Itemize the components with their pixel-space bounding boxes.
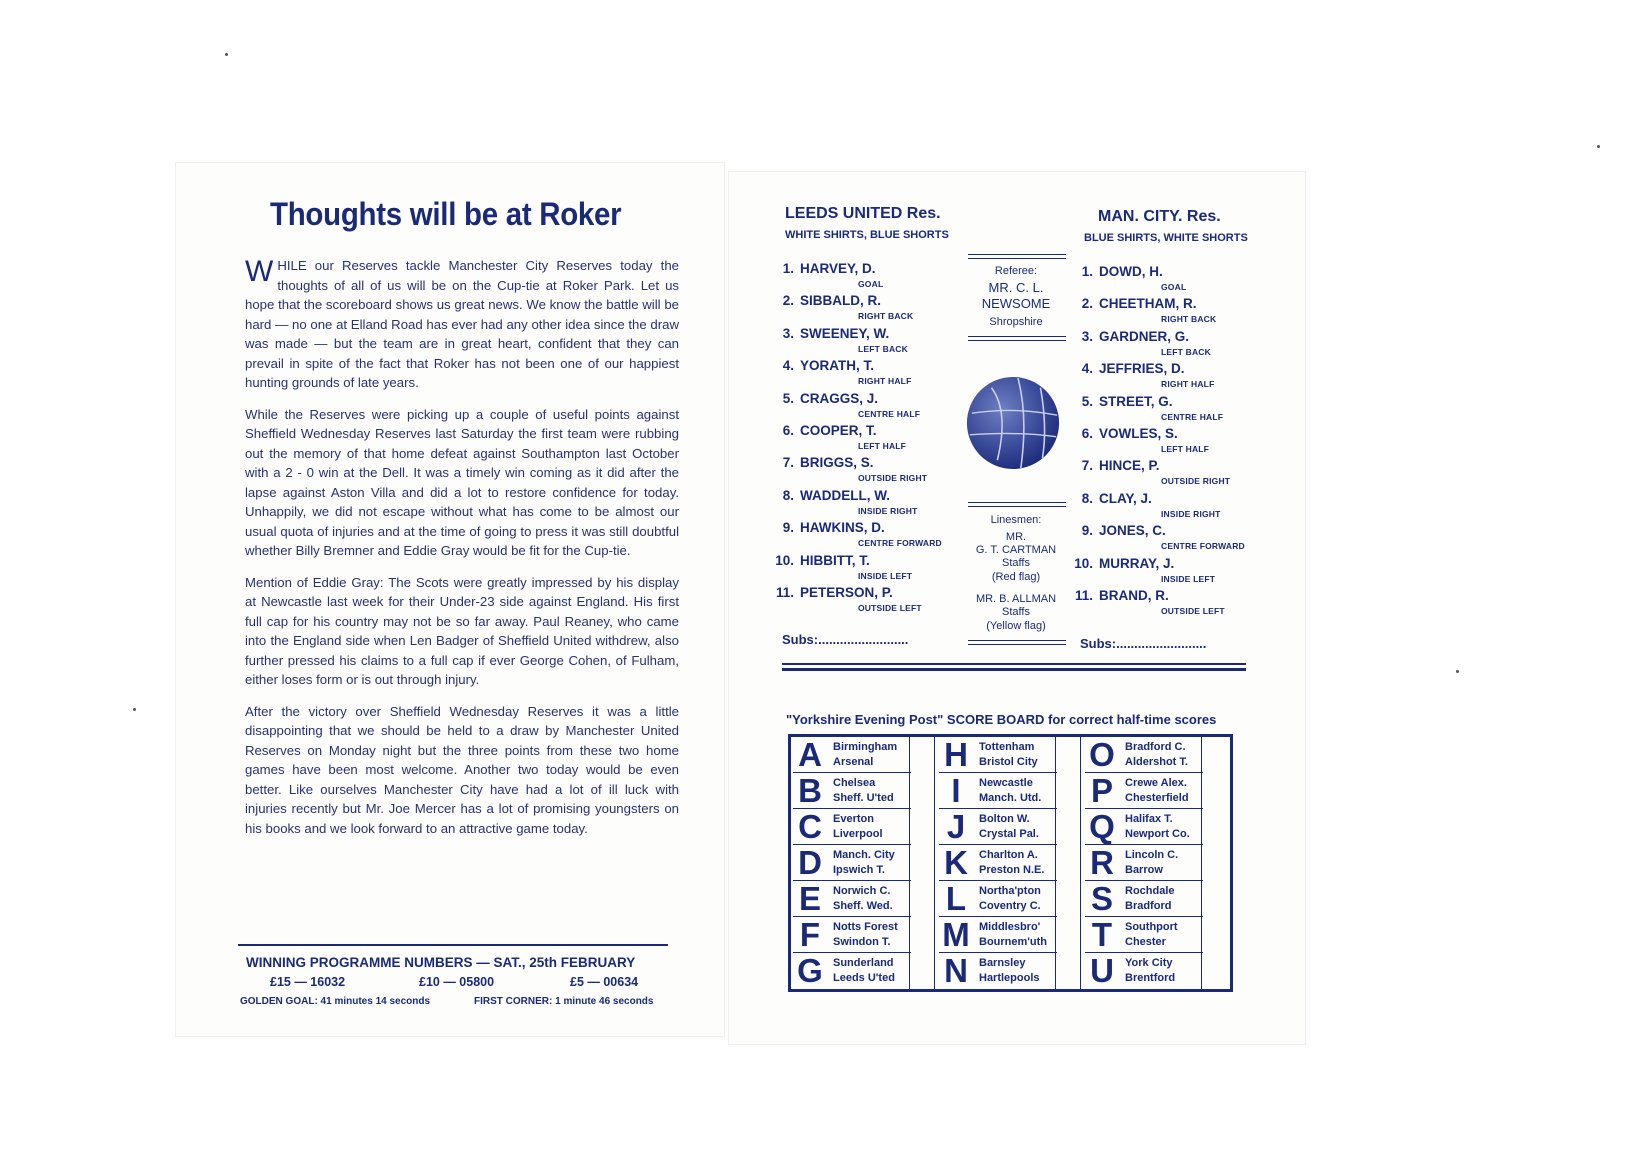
away-team-name: MAN. CITY. Res. [1098,208,1221,225]
player-position: LEFT BACK [858,343,908,354]
fixture-home-team: Middlesbro' [979,921,1041,933]
player-entry [766,391,966,423]
scoreboard-column [939,737,1057,989]
fixture-teams [1125,956,1175,986]
player-number: 11. [775,585,794,600]
player-name: PETERSON, P. [800,585,893,600]
scoreboard-fixture [793,773,911,809]
player-entry [1065,426,1265,458]
player-name: JEFFRIES, D. [1099,361,1185,377]
fixture-teams [979,812,1039,842]
player-line [1065,523,1265,538]
fixture-home-team: Northa'pton [979,885,1041,897]
fixture-away-team: Bournem'uth [979,936,1047,948]
scoreboard-fixture [939,917,1057,953]
player-number: 9. [1081,523,1093,539]
player-name: CHEETHAM, R. [1099,296,1197,312]
player-line [1065,361,1265,376]
fixture-teams [833,956,895,986]
home-team-name: LEEDS UNITED Res. [785,205,941,222]
player-line [766,520,966,535]
player-position: INSIDE LEFT [858,570,913,581]
player-position: OUTSIDE LEFT [858,603,922,613]
fixture-teams [1125,740,1188,770]
scoreboard-fixture [793,809,911,845]
fixture-away-team: Brentford [1125,972,1176,984]
fixture-teams [833,812,883,842]
fixture-home-team: Sunderland [833,957,894,969]
scoreboard-fixture [793,917,911,953]
officials-top-rule [968,254,1066,259]
fixture-away-team: Barrow [1125,864,1163,876]
player-position: CENTRE HALF [1161,411,1224,422]
fixture-away-team: Hartlepools [979,972,1040,984]
fixture-away-team: Aldershot T. [1125,756,1188,768]
player-number: 1. [1081,264,1093,279]
player-number: 5. [782,390,794,406]
player-line [766,553,966,568]
scoreboard-column [793,737,911,989]
linesman2-name: MR. B. ALLMAN [975,593,1057,605]
fixture-teams [979,848,1044,878]
player-entry [766,520,966,552]
fixture-home-team: Notts Forest [833,921,898,933]
player-name: SWEENEY, W. [800,325,890,341]
fixture-away-team: Ipswich T. [833,864,885,876]
scoreboard-fixture [793,737,911,773]
player-entry [766,488,966,520]
linesman1-flag: (Red flag) [991,571,1041,583]
scoreboard-fixture [1085,953,1203,989]
fixture-away-team: Coventry C. [979,900,1041,912]
scoreboard-fixture [1085,809,1203,845]
player-number: 9. [782,520,794,536]
article-body [245,256,679,850]
fixture-home-team: Bradford C. [1125,741,1186,753]
prize-10: £10 — 05800 [419,975,495,989]
away-team-kit: BLUE SHIRTS, WHITE SHORTS [1084,232,1248,244]
player-line [766,261,966,276]
player-name: SIBBALD, R. [800,293,881,309]
scoreboard-fixture [793,953,911,989]
scan-speck [1456,670,1459,673]
scan-speck [1597,145,1600,148]
scan-speck [225,53,228,56]
fixture-away-team: Swindon T. [833,936,891,948]
scoreboard-fixture [1085,773,1203,809]
fixture-home-team: Barnsley [979,957,1026,969]
player-position: CENTRE FORWARD [1161,541,1245,552]
player-name: BRAND, R. [1099,588,1169,603]
fixture-away-team: Manch. Utd. [979,792,1042,804]
player-name: GARDNER, G. [1099,328,1190,344]
player-entry [1065,394,1265,426]
linesman2-flag: (Yellow flag) [986,620,1046,632]
player-position: GOAL [1161,282,1187,292]
scoreboard-grid [788,734,1233,992]
player-line [766,455,966,470]
fixture-away-team: Bristol City [979,756,1038,768]
player-position: GOAL [858,279,884,289]
fixture-teams [1125,920,1178,950]
player-number: 10. [1074,555,1093,571]
linesman2-county: Staffs [1002,606,1030,618]
player-position: RIGHT BACK [1161,314,1217,325]
fixture-home-team: Norwich C. [833,885,891,897]
drop-cap: W [245,255,274,288]
fixture-home-team: Southport [1125,921,1178,933]
article-paragraph-text: HILE our Reserves tackle Manchester City Reserves today the thoughts of all of us will be on the Cup-tie at Roker Park. Let us hope that the scoreboard shows us great news. We know the battle will be hard — no one at Elland Road has ever had any other idea since the draw was made — but the team are in great heart, confident that they can prevail in spite of the fact that Roker has not been one of our happiest hunting grounds of late years. [245,258,679,390]
fixture-teams [979,920,1047,950]
fixture-home-team: Chelsea [833,777,876,789]
fixture-letter: M [942,916,970,953]
player-line [766,423,966,438]
player-number: 8. [1081,490,1093,506]
football-illustration [964,374,1062,472]
scoreboard-fixture [793,881,911,917]
player-number: 2. [1081,296,1093,312]
player-entry [1065,491,1265,523]
fixture-teams [833,848,895,878]
article-paragraph: After the victory over Sheffield Wednesday Reserves it was a little disappointing that we should be held to a draw by Manchester United Reserves on Monday night but the three points from these two home games have been most welcome. Another two today would be even better. Like ourselves Manchester City have had a lot of ill luck with injuries recently but Mr. Joe Mercer has a lot of promising youngsters on his books and we look forward to an attractive game today. [245,703,679,836]
player-name: JONES, C. [1099,523,1166,539]
player-entry [766,293,966,325]
player-position: LEFT HALF [858,441,907,451]
fixture-home-team: Charlton A. [979,849,1038,861]
fixture-away-team: Sheff. U'ted [833,792,894,804]
player-name: CLAY, J. [1099,490,1152,506]
player-name: VOWLES, S. [1099,426,1178,441]
fixture-away-team: Leeds U'ted [833,972,895,984]
winning-numbers-rule [238,944,668,946]
fixture-letter: K [944,844,968,881]
player-name: CRAGGS, J. [800,390,879,406]
fixture-home-team: Lincoln C. [1125,849,1179,861]
player-name: HAWKINS, D. [800,520,885,536]
fixture-teams [979,740,1038,770]
fixture-home-team: Everton [833,813,874,825]
fixture-home-team: Birmingham [833,741,898,753]
fixture-letter: O [1089,736,1115,773]
fixture-away-team: Chester [1125,936,1166,948]
fixture-home-team: Crewe Alex. [1125,777,1187,789]
player-entry [766,455,966,487]
scoreboard-fixture [1085,845,1203,881]
player-position: LEFT HALF [1161,444,1210,454]
player-name: STREET, G. [1099,393,1173,409]
fixture-teams [979,956,1040,986]
fixture-home-team: Tottenham [979,741,1035,753]
fixture-home-team: York City [1125,957,1173,969]
player-number: 11. [1074,588,1093,603]
linesman1-county: Staffs [1002,557,1030,569]
fixture-home-team: Newcastle [979,777,1033,789]
fixture-away-team: Newport Co. [1125,828,1190,840]
player-entry [1065,264,1265,296]
player-number: 7. [1081,458,1093,474]
player-entry [766,358,966,390]
player-line [1065,458,1265,473]
player-position: OUTSIDE RIGHT [1161,476,1231,487]
home-subs: Subs:......................... [782,632,909,647]
player-position: RIGHT HALF [858,376,912,387]
fixture-letter: U [1090,952,1114,989]
player-number: 4. [1081,361,1093,377]
player-line [1065,556,1265,571]
player-position: LEFT BACK [1161,346,1211,357]
player-number: 8. [782,487,794,503]
player-entry [766,585,966,617]
player-position: OUTSIDE RIGHT [858,473,928,484]
player-position: RIGHT HALF [1161,379,1215,390]
referee-county: Shropshire [989,316,1043,328]
player-entry [766,423,966,455]
player-entry [766,553,966,585]
scoreboard-fixture [1085,917,1203,953]
fixture-home-team: Rochdale [1125,885,1175,897]
fixture-letter: Q [1089,808,1115,845]
player-name: HARVEY, D. [800,261,876,276]
home-team-kit: WHITE SHIRTS, BLUE SHORTS [785,229,949,241]
player-line [766,358,966,373]
scoreboard-column-divider [1080,737,1081,989]
player-entry [1065,361,1265,393]
scoreboard-fixture [1085,881,1203,917]
scoreboard-fixture [939,773,1057,809]
player-number: 6. [782,423,794,438]
fixture-away-team: Chesterfield [1125,792,1189,804]
fixture-teams [1125,848,1178,878]
player-name: COOPER, T. [800,423,877,438]
player-entry [1065,588,1265,620]
fixture-teams [833,884,893,914]
prize-5: £5 — 00634 [570,975,639,989]
player-position: CENTRE HALF [858,408,921,419]
prize-15: £15 — 16032 [270,975,346,989]
fixture-letter: P [1090,772,1113,809]
golden-goal: GOLDEN GOAL: 41 minutes 14 seconds [240,996,431,1007]
fixture-letter: G [797,952,823,989]
fixture-home-team: Manch. City [833,849,895,861]
fixture-letter: D [798,844,822,881]
player-name: WADDELL, W. [800,487,890,503]
fixture-letter: R [1090,844,1114,881]
first-corner: FIRST CORNER: 1 minute 46 seconds [474,996,654,1007]
player-entry [1065,458,1265,490]
fixture-letter: C [798,808,822,845]
fixture-letter: N [944,952,968,989]
teams-divider-rule [782,663,1246,665]
scoreboard-fixture [1085,737,1203,773]
scoreboard-title: "Yorkshire Evening Post" SCORE BOARD for correct half-time scores [786,712,1217,727]
scoreboard-fixture [939,845,1057,881]
player-position: CENTRE FORWARD [858,538,942,549]
player-entry [766,326,966,358]
away-subs: Subs:......................... [1080,636,1207,651]
fixture-teams [833,740,897,770]
player-number: 1. [782,261,794,276]
referee-bottom-rule [968,336,1066,341]
referee-label: Referee: [994,265,1038,277]
linesmen-top-rule [968,502,1066,507]
player-entry [766,261,966,293]
player-line [766,326,966,341]
scoreboard-fixture [793,845,911,881]
fixture-letter: E [798,880,821,917]
player-entry [1065,329,1265,361]
player-line [766,391,966,406]
player-position: OUTSIDE LEFT [1161,606,1225,616]
player-line [1065,394,1265,409]
player-number: 7. [782,455,794,471]
article-paragraph: While the Reserves were picking up a couple of useful points against Sheffield Wednesday Reserves last Saturday the first team were rubbing out the memory of that home defeat against Southampton last October with a 2 - 0 win at the Dell. It was a timely win coming as it did after the lapse against Aston Villa and did a lot to restore confidence for today. Unhappily, we did not escape without what has come to be almost our usual quota of injuries and at the time of going to press it was still doubtful whether Billy Bremner and Eddie Gray would be fit for the Cup-tie. [245,406,679,558]
fixture-teams [833,776,894,806]
fixture-letter: A [798,736,822,773]
fixture-letter: H [944,736,968,773]
player-line [1065,329,1265,344]
linesmen-label: Linesmen: [990,514,1042,526]
fixture-teams [979,776,1041,806]
fixture-teams [1125,776,1189,806]
player-position: INSIDE RIGHT [858,505,918,516]
scoreboard-fixture [939,953,1057,989]
fixture-away-team: Preston N.E. [979,864,1045,876]
article-paragraph [245,256,679,393]
fixture-away-team: Liverpool [833,828,883,840]
player-name: YORATH, T. [800,358,874,374]
player-line [1065,588,1265,603]
scoreboard-column [1085,737,1203,989]
player-name: HIBBITT, T. [800,552,870,568]
fixture-home-team: Bolton W. [979,813,1030,825]
player-position: INSIDE LEFT [1161,573,1216,584]
fixture-letter: T [1091,916,1113,953]
fixture-letter: B [798,772,822,809]
player-line [1065,296,1265,311]
fixture-letter: L [945,880,967,917]
player-name: MURRAY, J. [1099,555,1175,571]
player-line [766,488,966,503]
player-position: RIGHT BACK [858,311,914,322]
scoreboard-fixture [939,737,1057,773]
scan-speck [133,708,136,711]
teams-divider-rule-thick [782,668,1246,671]
referee-name-line2: NEWSOME [981,296,1051,311]
fixture-letter: F [799,916,821,953]
player-position: INSIDE RIGHT [1161,508,1221,519]
linesman1-name: G. T. CARTMAN [975,544,1057,556]
fixture-away-team: Arsenal [833,756,874,768]
fixture-teams [979,884,1041,914]
player-entry [1065,556,1265,588]
player-line [766,293,966,308]
referee-name-line1: MR. C. L. [988,280,1044,295]
fixture-away-team: Bradford [1125,900,1172,912]
player-number: 2. [782,293,794,309]
linesmen-bottom-rule [968,640,1066,645]
fixture-away-team: Sheff. Wed. [833,900,893,912]
player-number: 3. [1081,328,1093,344]
fixture-home-team: Halifax T. [1125,813,1173,825]
winning-numbers-title: WINNING PROGRAMME NUMBERS — SAT., 25th FEBRUARY [246,955,636,970]
player-number: 6. [1081,426,1093,441]
scoreboard-fixture [939,881,1057,917]
player-number: 3. [782,325,794,341]
scoreboard-fixture [939,809,1057,845]
fixture-away-team: Crystal Pal. [979,828,1039,840]
scoreboard-column-divider [934,737,935,989]
player-number: 10. [775,552,794,568]
player-number: 4. [782,358,794,374]
player-line [766,585,966,600]
fixture-teams [1125,884,1175,914]
linesman1-title: MR. [1005,531,1027,543]
article-headline: Thoughts will be at Roker [270,196,622,232]
fixture-teams [1125,812,1190,842]
player-name: BRIGGS, S. [800,455,874,471]
player-name: DOWD, H. [1099,264,1163,279]
fixture-teams [833,920,898,950]
player-line [1065,426,1265,441]
player-entry [1065,296,1265,328]
fixture-letter: S [1090,880,1113,917]
player-line [1065,264,1265,279]
fixture-letter: J [946,808,966,845]
fixture-letter: I [951,772,961,809]
player-entry [1065,523,1265,555]
article-paragraph: Mention of Eddie Gray: The Scots were greatly impressed by his display at Newcastle last week for their Under-23 side against England. His first full cap for his country may not be so far away. Paul Reaney, who came into the England side when Len Badger of Sheffield United withdrew, also further pressed his claims to a full cap if ever George Cohen, of Fulham, either loses form or is out through injury. [245,574,679,687]
player-line [1065,491,1265,506]
player-name: HINCE, P. [1099,458,1160,474]
player-number: 5. [1081,393,1093,409]
